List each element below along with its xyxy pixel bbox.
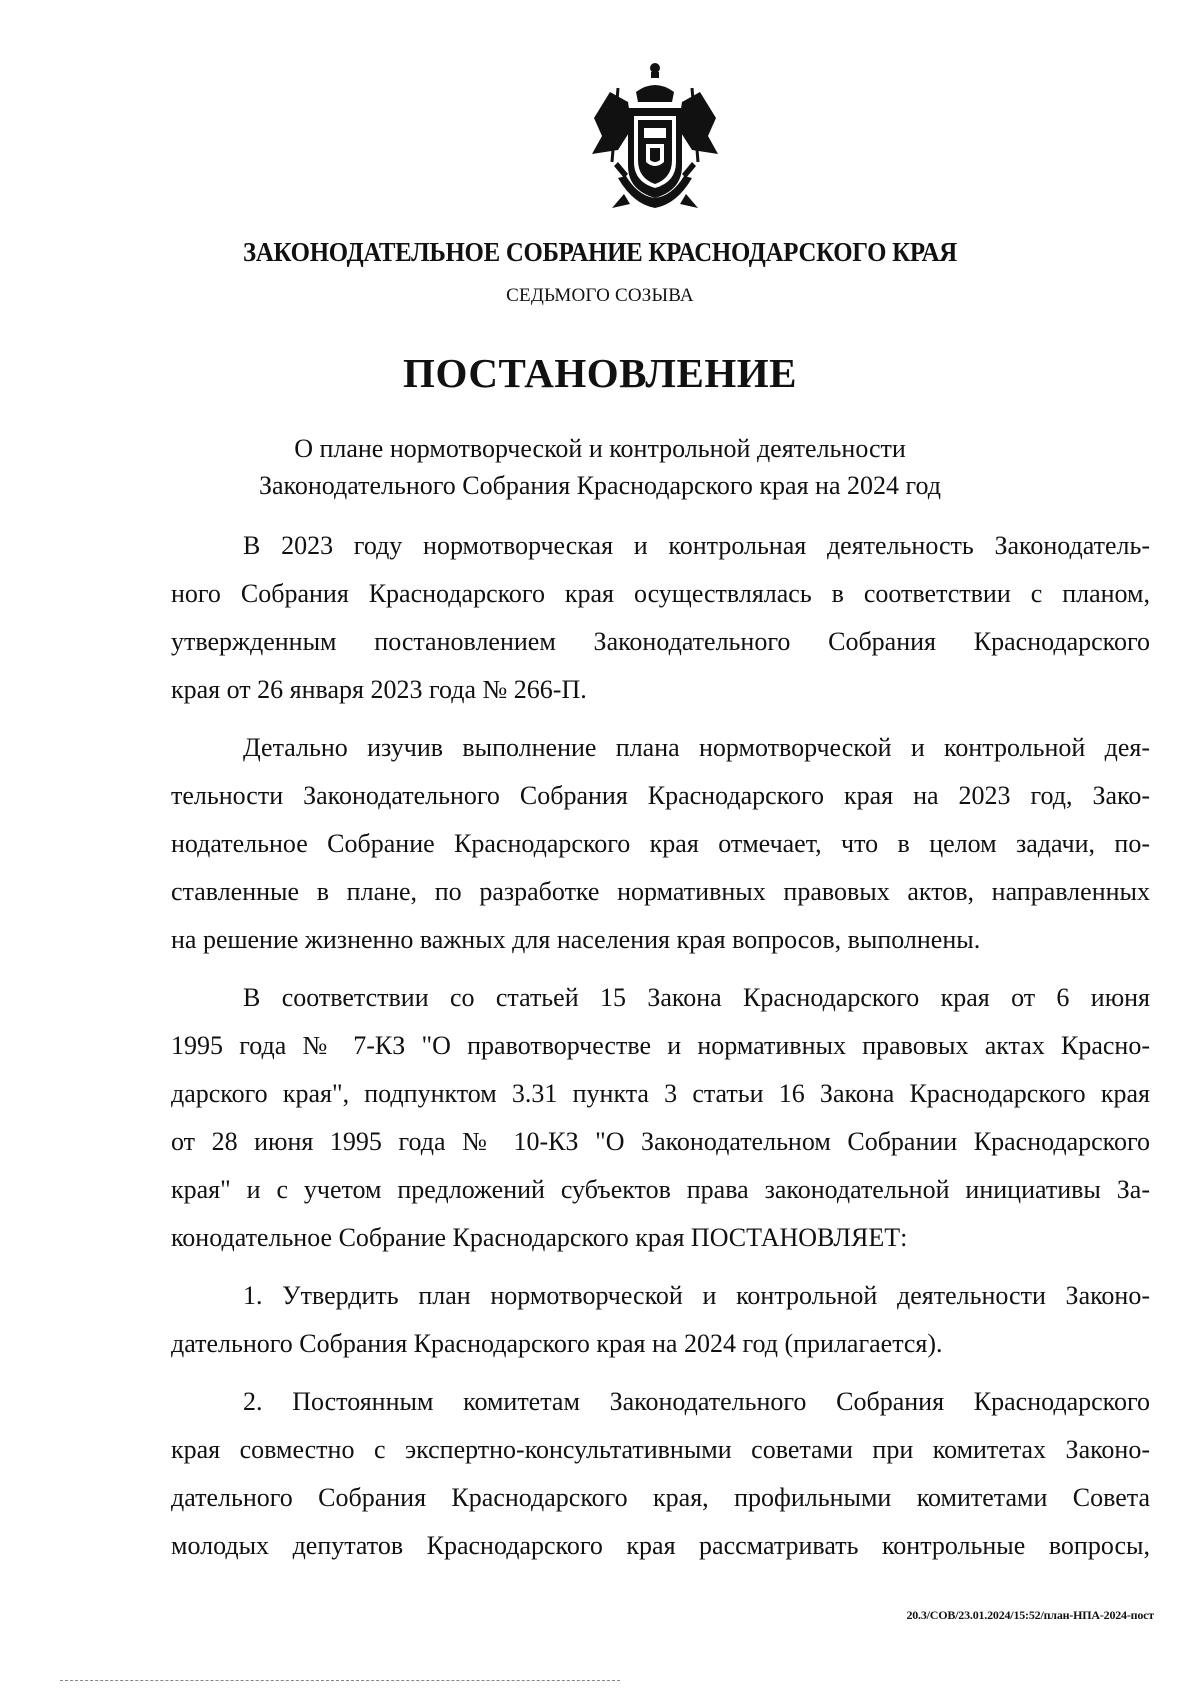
paragraph-5 bbox=[171, 1378, 1150, 1570]
document-registry-code: 20.3/СОВ/23.01.2024/15:52/план-НПА-2024-пост bbox=[906, 1608, 1154, 1622]
text-line: В 2023 году нормотворческая и контрольная деятельность Законодатель- bbox=[243, 531, 1150, 560]
text-line: на решение жизненно важных для населения края вопросов, выполнены. bbox=[171, 925, 981, 954]
text-line: тельности Законодательного Собрания Краснодарского края на 2023 год, Зако- bbox=[171, 781, 1150, 810]
text-line: Детально изучив выполнение плана нормотворческой и контрольной дея- bbox=[243, 733, 1150, 762]
text-line: ставленные в плане, по разработке нормативных правовых актов, направленных bbox=[171, 877, 1150, 906]
document-body bbox=[171, 522, 1150, 1580]
document-subject bbox=[0, 430, 1200, 504]
text-line: нодательное Собрание Краснодарского края отмечает, что в целом задачи, по- bbox=[171, 829, 1150, 858]
text-line: дарского края", подпунктом 3.31 пункта 3 статьи 16 Закона Краснодарского края bbox=[171, 1079, 1150, 1108]
text-line: утвержденным постановлением Законодательного Собрания Краснодарского bbox=[171, 627, 1150, 656]
subject-line: Законодательного Собрания Краснодарского края на 2024 год bbox=[258, 471, 941, 500]
text-line: дательного Собрания Краснодарского края на 2024 год (прилагается). bbox=[171, 1329, 943, 1358]
organization-name: ЗАКОНОДАТЕЛЬНОЕ СОБРАНИЕ КРАСНОДАРСКОГО КРАЯ bbox=[243, 237, 957, 267]
paragraph-4 bbox=[171, 1272, 1150, 1368]
scan-artifact-line bbox=[60, 1680, 620, 1684]
text-line: дательного Собрания Краснодарского края, профильными комитетами Совета bbox=[171, 1483, 1150, 1512]
paragraph-1 bbox=[171, 522, 1150, 714]
text-line: от 28 июня 1995 года № 10-КЗ "О Законодательном Собрании Краснодарского bbox=[171, 1127, 1150, 1156]
text-line: 1. Утвердить план нормотворческой и контрольной деятельности Законо- bbox=[243, 1281, 1150, 1310]
document-type-title: ПОСТАНОВЛЕНИЕ bbox=[403, 350, 797, 396]
subject-line: О плане нормотворческой и контрольной деятельности bbox=[294, 434, 906, 463]
paragraph-2 bbox=[171, 724, 1150, 964]
text-line: молодых депутатов Краснодарского края рассматривать контрольные вопросы, bbox=[171, 1531, 1150, 1560]
coat-of-arms-icon bbox=[588, 58, 722, 216]
text-line: края совместно с экспертно-консультативными советами при комитетах Законо- bbox=[171, 1435, 1150, 1464]
text-line: края от 26 января 2023 года № 266-П. bbox=[171, 675, 587, 704]
text-line: края" и с учетом предложений субъектов права законодательной инициативы За- bbox=[171, 1175, 1150, 1204]
text-line: 2. Постоянным комитетам Законодательного Собрания Краснодарского bbox=[243, 1387, 1150, 1416]
text-line: В соответствии со статьей 15 Закона Краснодарского края от 6 июня bbox=[243, 983, 1150, 1012]
text-line: ного Собрания Краснодарского края осуществлялась в соответствии с планом, bbox=[171, 579, 1150, 608]
convocation-label: СЕДЬМОГО СОЗЫВА bbox=[506, 285, 694, 306]
text-line: конодательное Собрание Краснодарского края ПОСТАНОВЛЯЕТ: bbox=[171, 1223, 908, 1252]
text-line: 1995 года № 7-КЗ "О правотворчестве и нормативных правовых актах Красно- bbox=[171, 1031, 1150, 1060]
paragraph-3 bbox=[171, 974, 1150, 1262]
